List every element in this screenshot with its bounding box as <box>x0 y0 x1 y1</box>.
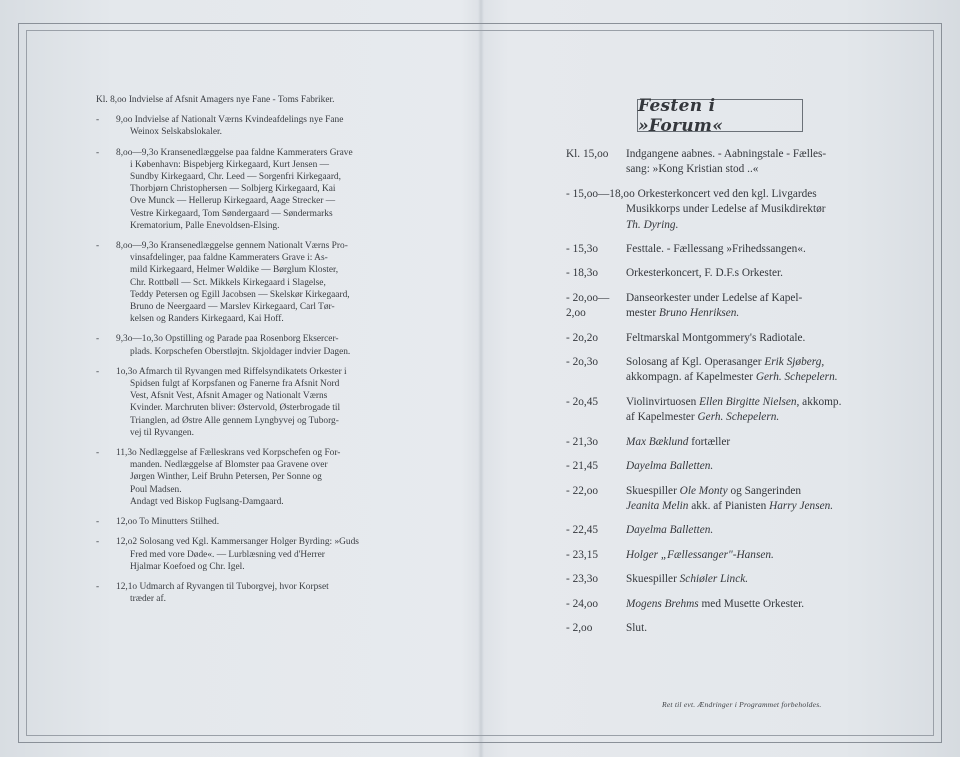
entry-text: Solosang af Kgl. Operasanger <box>626 356 765 369</box>
entry-line: i København: Bispebjerg Kirkegaard, Kurt Jensen — <box>130 159 329 170</box>
entry-name: Gerh. Schepelern. <box>697 411 780 424</box>
entry-line: Vestre Kirkegaard, Tom Søndergaard — Søndermarks <box>130 208 333 219</box>
entry-name: Mogens Brehms <box>626 597 699 610</box>
entry-text: Th. Dyring. <box>626 218 679 231</box>
forum-entry <box>566 548 876 563</box>
forum-entry <box>566 597 876 612</box>
footnote: Ret til evt. Ændringer i Programmet forbeholdes. <box>662 700 822 709</box>
entry-name: Dayelma Balletten. <box>626 460 714 473</box>
entry-line: 1o,3o Afmarch til Ryvangen med Riffelsyndikatets Orkester i <box>116 366 347 377</box>
entry-text: akkompagn. af Kapelmester <box>626 371 756 384</box>
entry-text: mester <box>626 307 659 320</box>
program-entry: - 11,3o Nedlæggelse af Fælleskrans ved Korpschefen og For- manden. Nedlæggelse af Blomster paa Gravene over Jørgen Winther, Leif Bruhn Petersen, Per Sonne og Poul Madsen. Andagt ved Biskop Fuglsang-Damgaard. <box>96 447 412 508</box>
entry-time: Kl. 15,oo <box>566 148 609 160</box>
entry-line: 8,oo—9,3o Kransenedlæggelse paa faldne Kammeraters Grave <box>116 147 353 158</box>
program-entry: - 8,oo—9,3o Kransenedlæggelse gennem Nationalt Værns Pro- vinsafdelinger, paa faldne Kammeraters Grave i: As- mild Kirkegaard, Helmer Wøldike — Børglum Kloster, Chr. Rottbøll — Sct. Mikkels Kirkegaard i Slagelse, Teddy Petersen og Egill Jacobsen — Skelskør Kirkegaard, Bruno de Neergaard — Marslev Kirkegaard, Carl Tør- kelsen og Randers Kirkegaard, Kai Hoff. <box>96 240 412 325</box>
entry-text: akk. af Pianisten <box>688 499 770 512</box>
entry-line: vinsafdelinger, paa faldne Kammeraters Grave i: As- <box>130 253 328 264</box>
entry-line: Hjalmar Koefoed og Chr. Igel. <box>130 561 245 572</box>
entry-time: - 2o,3o <box>566 356 599 369</box>
entry-time: - 2o,45 <box>566 395 599 408</box>
program-entry <box>96 94 412 106</box>
entry-text: akkomp. <box>799 395 842 408</box>
forum-entry <box>566 523 876 538</box>
entry-line: 11,3o Nedlæggelse af Fælleskrans ved Korpschefen og For- <box>116 448 341 459</box>
entry-line: kelsen og Randers Kirkegaard, Kai Hoff. <box>130 314 284 325</box>
entry-name: Jeanita Melin <box>626 499 689 512</box>
entry-name: Dayelma Balletten. <box>626 524 714 537</box>
entry-text: sang: »Kong Kristian stod ..« <box>626 163 759 176</box>
entry-time: - 23,15 <box>566 548 599 561</box>
entry-name: Ole Monty <box>679 484 728 497</box>
entry-name: Bruno Henriksen. <box>658 307 740 320</box>
entry-name: Gerh. Schepelern. <box>755 371 838 384</box>
forum-title: Festen i »Forum« <box>638 95 724 136</box>
entry-time: - 23,3o <box>566 573 599 586</box>
entry-name: Erik Sjøberg, <box>764 356 825 369</box>
entry-time: - 15,oo—18,oo <box>566 187 635 200</box>
entry-name: Schiøler Linck. <box>679 573 749 586</box>
entry-line: Kvinder. Marchruten bliver: Østervold, Østerbrogade til <box>130 403 341 414</box>
entry-line: Bruno de Neergaard — Marslev Kirkegaard, Carl Tør- <box>130 302 335 313</box>
entry-time: - 18,3o <box>566 267 599 280</box>
entry-line: træder af. <box>130 594 166 605</box>
entry-line: 8,oo—9,3o Kransenedlæggelse gennem Nationalt Værns Pro- <box>116 241 348 252</box>
forum-entry <box>566 266 876 281</box>
entry-line: 12,1o Udmarch af Ryvangen til Tuborgvej, hvor Korpset <box>116 581 329 592</box>
forum-entry <box>566 621 876 636</box>
entry-name: Harry Jensen. <box>769 499 834 512</box>
entry-text: Feltmarskal Montgommery's Radiotale. <box>626 331 806 344</box>
program-entry: - 12,oo To Minutters Stilhed. <box>96 516 412 528</box>
entry-line: 9,oo Indvielse af Nationalt Værns Kvindeafdelings nye Fane <box>116 115 344 126</box>
entry-line: Poul Madsen. <box>130 484 182 495</box>
program-entry: - 8,oo—9,3o Kransenedlæggelse paa faldne Kammeraters Grave i København: Bispebjerg Kirkegaard, Kurt Jensen — Sundby Kirkegaard, Chr. Leed — Sorgenfri Kirkegaard, Thorbjørn Christophersen — Solbjerg Kirkegaard, Kai Ove Munck — Hellerup Kirkegaard, Aage Strecker — Vestre Kirkegaard, Tom Søndergaard — Søndermarks Krematorium, Palle Enevoldsen-Elsing. <box>96 147 412 232</box>
entry-text: Indgangene aabnes. - Aabningstale - Fælles- <box>626 148 827 160</box>
entry-text: af Kapelmester <box>626 411 698 424</box>
entry-name: Max Bæklund <box>626 435 689 448</box>
left-program-column <box>96 94 412 613</box>
entry-line: Weinox Selskabslokaler. <box>130 127 222 138</box>
entry-line: Vest, Afsnit Vest, Afsnit Amager og Nationalt Værns <box>130 391 328 402</box>
forum-entry <box>566 459 876 474</box>
entry-line: mild Kirkegaard, Helmer Wøldike — Børglum Kloster, <box>130 265 339 276</box>
entry-line: Trianglen, ad Østre Alle gennem Lyngbyvej og Tuborg- <box>130 415 339 426</box>
program-entry: - 1o,3o Afmarch til Ryvangen med Riffelsyndikatets Orkester i Spidsen fulgt af Korpsfanen og Fanerne fra Afsnit Nord Vest, Afsnit Vest, Afsnit Amager og Nationalt Værns Kvinder. Marchruten bliver: Østervold, Østerbrogade til Trianglen, ad Østre Alle gennem Lyngbyvej og Tuborg- vej til Ryvangen. <box>96 366 412 439</box>
forum-entry <box>566 147 876 178</box>
entry-line: 12,oo To Minutters Stilhed. <box>116 517 220 528</box>
entry-text: med Musette Orkester. <box>698 597 805 610</box>
entry-name: Ellen Birgitte Nielsen, <box>699 395 800 408</box>
entry-time: - 2o,2o <box>566 331 599 344</box>
entry-time: - 15,3o <box>566 243 599 256</box>
entry-line: Teddy Petersen og Egill Jacobsen — Skelskør Kirkegaard, <box>130 289 350 300</box>
entry-line: Ove Munck — Hellerup Kirkegaard, Aage Strecker — <box>130 196 336 207</box>
entry-time: - 21,3o <box>566 435 599 448</box>
entry-text: fortæller <box>688 435 731 448</box>
entry-line: Krematorium, Palle Enevoldsen-Elsing. <box>130 220 280 231</box>
forum-entry <box>566 572 876 587</box>
forum-entry <box>566 355 876 386</box>
forum-entry <box>566 291 876 322</box>
entry-text: Slut. <box>626 621 648 634</box>
entry-time: - 2o,oo—2,oo <box>566 291 610 320</box>
entry-time: - 22,oo <box>566 484 599 497</box>
entry-line: Jørgen Winther, Leif Bruhn Petersen, Per Sonne og <box>130 472 322 483</box>
entry-line: 9,3o—1o,3o Opstilling og Parade paa Rosenborg Eksercer- <box>116 334 339 345</box>
entry-line: Thorbjørn Christophersen — Solbjerg Kirkegaard, Kai <box>130 184 336 195</box>
entry-line: Fred med vore Døde«. — Lurblæsning ved d'Herrer <box>130 549 325 560</box>
entry-text: Festtale. - Fællessang »Frihedssangen«. <box>626 243 806 256</box>
entry-line: Chr. Rottbøll — Sct. Mikkels Kirkegaard i Slagelse, <box>130 277 326 288</box>
forum-entry <box>566 435 876 450</box>
entry-line: vej til Ryvangen. <box>130 427 194 438</box>
entry-text: Orkesterkoncert, F. D.F.s Orkester. <box>626 267 783 280</box>
forum-entry <box>566 395 876 426</box>
program-entry: - 12,1o Udmarch af Ryvangen til Tuborgvej, hvor Korpset træder af. <box>96 581 412 605</box>
entry-line: manden. Nedlæggelse af Blomster paa Gravene over <box>130 460 328 471</box>
entry-text: Skuespiller <box>626 484 680 497</box>
entry-text: Musikkorps under Ledelse af Musikdirektør <box>626 203 826 216</box>
entry-text: og Sangerinden <box>727 484 802 497</box>
entry-line: Sundby Kirkegaard, Chr. Leed — Sorgenfri Kirkegaard, <box>130 172 341 183</box>
entry-text: Skuespiller <box>626 573 680 586</box>
program-entry: - 9,oo Indvielse af Nationalt Værns Kvindeafdelings nye Fane Weinox Selskabslokaler. <box>96 114 412 138</box>
entry-time: - 21,45 <box>566 460 599 473</box>
forum-entry <box>566 242 876 257</box>
forum-entry <box>566 331 876 346</box>
program-entry: - 9,3o—1o,3o Opstilling og Parade paa Rosenborg Eksercer- plads. Korpschefen Oberstløjtn. Skjoldager indvier Dagen. <box>96 333 412 357</box>
entry-time: - 22,45 <box>566 524 599 537</box>
forum-entry <box>566 484 876 515</box>
forum-entry <box>566 187 876 233</box>
entry-text: Violinvirtuosen <box>626 395 700 408</box>
entry-name: Holger „Fællessanger"-Hansen. <box>626 548 774 561</box>
entry-text: Danseorkester under Ledelse af Kapel- <box>626 291 803 304</box>
entry-line: Spidsen fulgt af Korpsfanen og Fanerne fra Afsnit Nord <box>130 379 340 390</box>
entry-line: Kl. 8,oo Indvielse af Afsnit Amagers nye Fane - Toms Fabriker. <box>96 95 335 105</box>
entry-line: 12,o2 Solosang ved Kgl. Kammersanger Holger Byrding: »Guds <box>116 537 359 548</box>
entry-text: Orkesterkoncert ved den kgl. Livgardes <box>637 187 817 200</box>
entry-time: - 2,oo <box>566 621 593 634</box>
entry-line: Andagt ved Biskop Fuglsang-Damgaard. <box>130 496 284 507</box>
forum-title-box <box>637 95 803 136</box>
entry-time: - 24,oo <box>566 597 599 610</box>
right-program-column <box>566 147 876 645</box>
program-entry: - 12,o2 Solosang ved Kgl. Kammersanger Holger Byrding: »Guds Fred med vore Døde«. — Lurblæsning ved d'Herrer Hjalmar Koefoed og Chr. Igel. <box>96 536 412 573</box>
entry-line: plads. Korpschefen Oberstløjtn. Skjoldager indvier Dagen. <box>130 346 351 357</box>
